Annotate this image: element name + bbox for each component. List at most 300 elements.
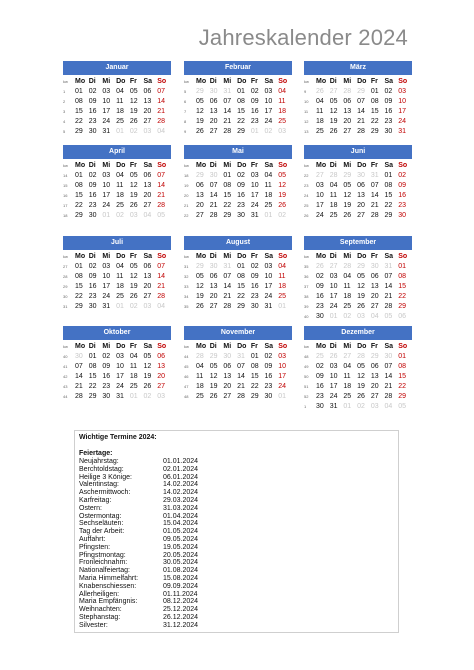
week-row xyxy=(63,292,171,302)
day-cell: 12 xyxy=(129,182,138,189)
weekday-header: Di xyxy=(329,253,337,260)
day-cell: 03 xyxy=(250,172,259,179)
weekday-header-row xyxy=(184,342,292,352)
day-cell: 03 xyxy=(102,263,111,270)
day-cell: 11 xyxy=(264,182,272,189)
week-row xyxy=(63,352,171,362)
day-cell: 21 xyxy=(157,283,166,290)
day-cell: 17 xyxy=(329,383,338,390)
week-number: 48 xyxy=(304,354,309,359)
week-row xyxy=(63,272,171,282)
weekday-header: Do xyxy=(116,78,126,85)
week-row xyxy=(184,262,292,272)
day-cell: 14 xyxy=(157,98,166,105)
holiday-row xyxy=(79,528,394,536)
day-cell: 04 xyxy=(329,182,338,189)
day-cell: 02 xyxy=(278,212,287,219)
day-cell: 29 xyxy=(196,172,204,179)
day-cell: 01 xyxy=(75,88,83,95)
holiday-row xyxy=(79,458,394,466)
day-cell: 22 xyxy=(237,118,245,125)
week-number: 40 xyxy=(304,314,309,319)
day-cell: 03 xyxy=(316,182,324,189)
day-cell: 19 xyxy=(129,283,138,290)
day-cell: 12 xyxy=(143,363,152,370)
weekday-header: Sa xyxy=(143,253,153,260)
month-table xyxy=(184,252,292,312)
week-row xyxy=(304,372,412,382)
weekday-header: Di xyxy=(209,78,217,85)
day-cell: 27 xyxy=(209,303,218,310)
weekday-header-row xyxy=(63,252,171,262)
holiday-row xyxy=(79,622,394,630)
kw-header: kw xyxy=(63,344,68,349)
week-row xyxy=(184,181,292,191)
weekday-header: So xyxy=(278,78,288,85)
day-cell: 04 xyxy=(264,172,273,179)
day-cell: 28 xyxy=(357,128,365,135)
day-cell: 26 xyxy=(143,383,152,390)
day-cell: 01 xyxy=(370,88,379,95)
day-cell: 23 xyxy=(237,202,245,209)
day-cell: 09 xyxy=(250,273,259,280)
week-row xyxy=(304,181,412,191)
day-cell: 19 xyxy=(278,192,287,199)
day-cell: 11 xyxy=(116,182,124,189)
day-cell: 04 xyxy=(157,128,166,135)
day-cell: 23 xyxy=(102,383,111,390)
weekday-header: Sa xyxy=(384,162,394,169)
day-cell: 05 xyxy=(398,403,407,410)
day-cell: 03 xyxy=(398,88,407,95)
day-cell: 02 xyxy=(250,88,259,95)
day-cell: 13 xyxy=(370,283,379,290)
weekday-header: Mo xyxy=(75,78,86,85)
holiday-date: 15.08.2024 xyxy=(163,574,199,582)
day-cell: 26 xyxy=(129,293,138,300)
weekday-header: Mo xyxy=(196,162,207,169)
day-cell: 24 xyxy=(278,383,287,390)
week-number: 34 xyxy=(184,294,189,299)
holiday-row xyxy=(79,583,394,591)
day-cell: 09 xyxy=(384,98,393,105)
weekday-header: So xyxy=(278,343,288,350)
day-cell: 11 xyxy=(316,108,324,115)
week-row xyxy=(184,272,292,282)
holiday-date: 26.12.2024 xyxy=(163,613,199,621)
month-table xyxy=(63,252,171,312)
day-cell: 07 xyxy=(384,363,393,370)
day-cell: 05 xyxy=(384,313,393,320)
holiday-row xyxy=(79,575,394,583)
weekday-header: Do xyxy=(357,162,367,169)
week-number: 26 xyxy=(304,213,309,218)
holiday-name: Karfreitag: xyxy=(79,496,112,504)
weekday-header: Fr xyxy=(129,162,137,169)
day-cell: 11 xyxy=(278,273,286,280)
day-cell: 28 xyxy=(157,202,166,209)
day-cell: 12 xyxy=(196,108,204,115)
day-cell: 23 xyxy=(250,118,259,125)
weekday-header: Sa xyxy=(143,162,153,169)
day-cell: 23 xyxy=(88,293,97,300)
day-cell: 14 xyxy=(237,373,245,380)
kw-header: kw xyxy=(304,79,309,84)
week-number: 17 xyxy=(63,203,68,208)
week-row xyxy=(63,181,171,191)
day-cell: 27 xyxy=(370,303,379,310)
month-name: Juli xyxy=(63,236,171,250)
day-cell: 16 xyxy=(250,108,259,115)
day-cell: 17 xyxy=(264,108,273,115)
day-cell: 28 xyxy=(384,393,393,400)
day-cell: 18 xyxy=(196,383,204,390)
day-cell: 11 xyxy=(329,192,337,199)
weekday-header: Di xyxy=(209,343,217,350)
day-cell: 10 xyxy=(102,273,111,280)
day-cell: 08 xyxy=(75,182,83,189)
holiday-date: 20.05.2024 xyxy=(163,551,199,559)
day-cell: 09 xyxy=(102,363,111,370)
holiday-name: Ostern: xyxy=(79,504,102,512)
day-cell: 12 xyxy=(329,108,338,115)
day-cell: 16 xyxy=(250,283,259,290)
week-number: 4 xyxy=(63,119,66,124)
holiday-date: 29.03.2024 xyxy=(163,496,199,504)
day-cell: 25 xyxy=(316,128,324,135)
day-cell: 29 xyxy=(343,172,352,179)
month-block xyxy=(63,61,171,137)
day-cell: 19 xyxy=(129,192,138,199)
week-number: 7 xyxy=(184,109,187,114)
weekday-header: Di xyxy=(329,78,337,85)
day-cell: 09 xyxy=(237,182,245,189)
day-cell: 18 xyxy=(343,383,352,390)
day-cell: 27 xyxy=(143,118,152,125)
day-cell: 01 xyxy=(398,263,407,270)
day-cell: 01 xyxy=(278,393,287,400)
holiday-name: Weihnachten: xyxy=(79,606,122,614)
day-cell: 31 xyxy=(398,128,407,135)
day-cell: 17 xyxy=(250,192,259,199)
weekday-header: Do xyxy=(116,162,126,169)
weekday-header: Mo xyxy=(75,343,86,350)
day-cell: 29 xyxy=(196,88,204,95)
day-cell: 12 xyxy=(357,283,365,290)
weekday-header: Fr xyxy=(129,253,137,260)
holiday-date: 06.01.2024 xyxy=(163,473,199,481)
day-cell: 27 xyxy=(370,393,379,400)
day-cell: 13 xyxy=(209,283,218,290)
day-cell: 05 xyxy=(129,263,138,270)
weekday-header: Di xyxy=(88,78,96,85)
day-cell: 26 xyxy=(357,393,365,400)
day-cell: 23 xyxy=(398,202,407,209)
week-number: 35 xyxy=(184,304,189,309)
week-row xyxy=(184,107,292,117)
day-cell: 16 xyxy=(102,373,111,380)
day-cell: 08 xyxy=(223,182,232,189)
holiday-date: 01.04.2024 xyxy=(163,512,199,520)
day-cell: 30 xyxy=(398,212,407,219)
day-cell: 31 xyxy=(102,128,111,135)
day-cell: 02 xyxy=(88,263,97,270)
day-cell: 06 xyxy=(398,313,407,320)
holiday-date: 19.05.2024 xyxy=(163,543,199,551)
holiday-date: 30.05.2024 xyxy=(163,559,199,567)
day-cell: 29 xyxy=(237,128,245,135)
day-cell: 01 xyxy=(343,403,352,410)
week-number: 1 xyxy=(63,89,66,94)
day-cell: 13 xyxy=(370,373,379,380)
week-number: 22 xyxy=(184,213,189,218)
day-cell: 25 xyxy=(316,353,324,360)
day-cell: 19 xyxy=(196,293,204,300)
week-number: 42 xyxy=(63,374,68,379)
day-cell: 31 xyxy=(264,303,273,310)
weekday-header: Sa xyxy=(143,78,153,85)
day-cell: 24 xyxy=(329,303,338,310)
holidays-title: Feiertage: xyxy=(79,450,113,457)
holiday-date: 02.01.2024 xyxy=(163,465,199,473)
weekday-header: Mo xyxy=(196,343,207,350)
weekday-header: Mo xyxy=(316,78,327,85)
day-cell: 21 xyxy=(370,202,379,209)
day-cell: 10 xyxy=(398,98,407,105)
day-cell: 06 xyxy=(143,263,152,270)
weekday-header: Fr xyxy=(250,78,258,85)
week-number: 38 xyxy=(304,294,309,299)
day-cell: 30 xyxy=(209,88,218,95)
day-cell: 20 xyxy=(143,192,152,199)
day-cell: 28 xyxy=(75,393,83,400)
day-cell: 21 xyxy=(384,293,393,300)
day-cell: 08 xyxy=(370,98,379,105)
day-cell: 30 xyxy=(209,172,218,179)
week-number: 43 xyxy=(63,384,68,389)
day-cell: 07 xyxy=(75,363,83,370)
week-row xyxy=(184,282,292,292)
day-cell: 26 xyxy=(357,303,365,310)
day-cell: 26 xyxy=(329,353,338,360)
week-number: 52 xyxy=(304,394,309,399)
holiday-date: 09.05.2024 xyxy=(163,535,199,543)
day-cell: 02 xyxy=(250,263,259,270)
week-row xyxy=(304,352,412,362)
day-cell: 18 xyxy=(316,118,324,125)
day-cell: 03 xyxy=(116,353,124,360)
day-cell: 07 xyxy=(209,182,218,189)
day-cell: 07 xyxy=(223,98,232,105)
day-cell: 30 xyxy=(250,303,259,310)
week-row xyxy=(63,392,171,402)
day-cell: 02 xyxy=(88,172,97,179)
day-cell: 29 xyxy=(398,303,407,310)
day-cell: 22 xyxy=(250,383,259,390)
week-row xyxy=(304,302,412,312)
day-cell: 19 xyxy=(357,293,365,300)
weekday-header: Do xyxy=(237,78,247,85)
day-cell: 09 xyxy=(88,182,97,189)
week-number: 6 xyxy=(184,99,187,104)
day-cell: 27 xyxy=(329,88,338,95)
day-cell: 23 xyxy=(384,118,393,125)
day-cell: 25 xyxy=(116,118,124,125)
day-cell: 21 xyxy=(209,202,218,209)
day-cell: 23 xyxy=(316,303,324,310)
day-cell: 18 xyxy=(264,192,273,199)
weekday-header-row xyxy=(184,252,292,262)
day-cell: 03 xyxy=(278,353,287,360)
day-cell: 20 xyxy=(143,283,152,290)
month-block xyxy=(184,326,292,402)
day-cell: 03 xyxy=(329,273,338,280)
week-number: 15 xyxy=(63,183,68,188)
day-cell: 03 xyxy=(357,313,365,320)
day-cell: 03 xyxy=(278,128,287,135)
day-cell: 04 xyxy=(370,313,379,320)
day-cell: 08 xyxy=(250,363,259,370)
day-cell: 23 xyxy=(88,202,97,209)
week-number: 24 xyxy=(304,193,309,198)
weekday-header-row xyxy=(63,161,171,171)
month-block xyxy=(304,61,412,137)
week-row xyxy=(304,171,412,181)
week-row xyxy=(63,87,171,97)
week-number: 11 xyxy=(304,109,309,114)
week-number: 28 xyxy=(63,274,68,279)
day-cell: 16 xyxy=(88,108,97,115)
day-cell: 10 xyxy=(250,182,259,189)
day-cell: 06 xyxy=(209,98,218,105)
weekday-header: Di xyxy=(88,162,96,169)
day-cell: 04 xyxy=(343,363,352,370)
day-cell: 14 xyxy=(370,192,379,199)
holiday-name: Pfingstmontag: xyxy=(79,551,126,559)
day-cell: 08 xyxy=(384,182,393,189)
holiday-row xyxy=(79,552,394,560)
month-name: September xyxy=(304,236,412,250)
day-cell: 18 xyxy=(278,108,287,115)
day-cell: 25 xyxy=(278,118,287,125)
day-cell: 13 xyxy=(157,363,166,370)
weekday-header: Mi xyxy=(223,253,232,260)
day-cell: 01 xyxy=(384,172,393,179)
day-cell: 05 xyxy=(157,212,166,219)
weekday-header: Di xyxy=(209,162,217,169)
holiday-date: 09.09.2024 xyxy=(163,582,199,590)
day-cell: 14 xyxy=(223,108,232,115)
day-cell: 05 xyxy=(343,182,352,189)
month-block xyxy=(304,326,412,412)
week-number: 39 xyxy=(304,304,309,309)
week-number: 44 xyxy=(184,354,189,359)
day-cell: 26 xyxy=(196,303,204,310)
day-cell: 18 xyxy=(116,192,124,199)
day-cell: 30 xyxy=(88,303,97,310)
day-cell: 24 xyxy=(264,118,273,125)
day-cell: 02 xyxy=(264,128,273,135)
weekday-header: Fr xyxy=(370,253,378,260)
day-cell: 08 xyxy=(398,273,407,280)
holiday-date: 31.12.2024 xyxy=(163,621,199,629)
holiday-name: Ostermontag: xyxy=(79,512,122,520)
weekday-header: Fr xyxy=(370,78,378,85)
day-cell: 15 xyxy=(398,283,407,290)
day-cell: 12 xyxy=(209,373,218,380)
day-cell: 24 xyxy=(102,118,111,125)
day-cell: 31 xyxy=(384,263,393,270)
day-cell: 15 xyxy=(370,108,379,115)
day-cell: 02 xyxy=(129,303,138,310)
day-cell: 10 xyxy=(116,363,124,370)
day-cell: 01 xyxy=(129,393,138,400)
month-name: April xyxy=(63,145,171,159)
weekday-header: Mi xyxy=(223,343,232,350)
day-cell: 21 xyxy=(157,192,166,199)
day-cell: 27 xyxy=(157,383,166,390)
day-cell: 16 xyxy=(88,192,97,199)
day-cell: 21 xyxy=(357,118,365,125)
day-cell: 22 xyxy=(88,383,97,390)
day-cell: 20 xyxy=(223,383,232,390)
weekday-header: Mi xyxy=(343,78,352,85)
holiday-name: Maria Himmelfahrt: xyxy=(79,574,139,582)
day-cell: 16 xyxy=(264,373,273,380)
day-cell: 19 xyxy=(143,373,152,380)
week-row xyxy=(304,362,412,372)
day-cell: 07 xyxy=(223,273,232,280)
day-cell: 30 xyxy=(384,353,393,360)
day-cell: 08 xyxy=(237,273,245,280)
day-cell: 12 xyxy=(129,98,138,105)
holiday-date: 01.08.2024 xyxy=(163,567,199,575)
month-table xyxy=(304,342,412,412)
day-cell: 26 xyxy=(278,202,287,209)
day-cell: 26 xyxy=(129,118,138,125)
day-cell: 15 xyxy=(398,373,407,380)
week-row xyxy=(184,382,292,392)
week-row xyxy=(63,97,171,107)
month-table xyxy=(63,77,171,137)
day-cell: 05 xyxy=(129,172,138,179)
weekday-header: Do xyxy=(357,343,367,350)
weekday-header: Mo xyxy=(75,162,86,169)
holiday-date: 25.12.2024 xyxy=(163,606,199,614)
week-row xyxy=(63,201,171,211)
day-cell: 08 xyxy=(75,98,83,105)
day-cell: 14 xyxy=(209,192,218,199)
day-cell: 05 xyxy=(196,273,204,280)
day-cell: 02 xyxy=(398,172,407,179)
holiday-name: Valentinstag: xyxy=(79,481,119,489)
day-cell: 14 xyxy=(357,108,365,115)
day-cell: 28 xyxy=(329,172,338,179)
weekday-header: Do xyxy=(237,343,247,350)
day-cell: 26 xyxy=(316,263,324,270)
day-cell: 22 xyxy=(75,202,83,209)
weekday-header: Sa xyxy=(264,162,274,169)
day-cell: 31 xyxy=(223,263,232,270)
week-row xyxy=(304,382,412,392)
week-number: 40 xyxy=(63,354,68,359)
week-row xyxy=(304,312,412,322)
day-cell: 05 xyxy=(278,172,287,179)
day-cell: 07 xyxy=(370,182,379,189)
day-cell: 12 xyxy=(129,273,138,280)
day-cell: 25 xyxy=(264,202,273,209)
holiday-row xyxy=(79,544,394,552)
